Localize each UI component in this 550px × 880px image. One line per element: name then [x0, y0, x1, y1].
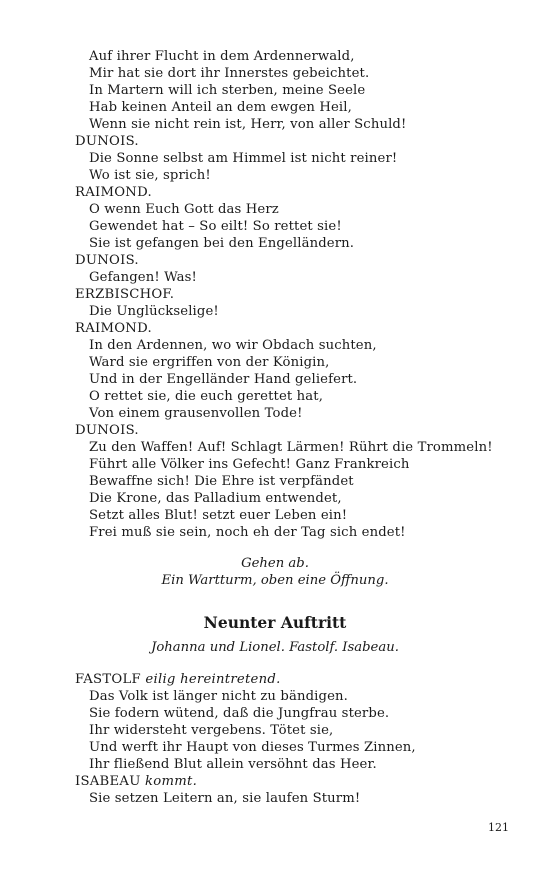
verse-line: Hab keinen Anteil an dem ewgen Heil,	[89, 100, 352, 115]
verse-line: Von einem grausenvollen Tode!	[89, 406, 303, 421]
stage-note: eilig hereintretend.	[145, 672, 281, 687]
speaker-label: ISABEAU	[75, 774, 141, 789]
verse-line: Auf ihrer Flucht in dem Ardennerwald,	[89, 49, 355, 64]
page-number: 121	[488, 821, 509, 834]
scene-title: Neunter Auftritt	[203, 613, 347, 632]
dialogue-block-top	[75, 48, 505, 541]
stage-direction-exit: Gehen ab.	[241, 556, 309, 571]
stage-direction-block	[0, 555, 550, 589]
verse-line: Gewendet hat – So eilt! So rettet sie!	[89, 219, 342, 234]
verse-line: Bewaffne sich! Die Ehre ist verpfändet	[89, 474, 354, 489]
verse-line: Setzt alles Blut! setzt euer Leben ein!	[89, 508, 348, 523]
verse-line: Ihr fließend Blut allein versöhnt das Heer.	[89, 757, 377, 772]
speaker-name: ERZBISCHOF.	[75, 287, 175, 302]
verse-line: Die Krone, das Palladium entwendet,	[89, 491, 342, 506]
verse-line: Wo ist sie, sprich!	[89, 168, 211, 183]
verse-line: Und werft ihr Haupt von dieses Turmes Zinnen,	[89, 740, 416, 755]
verse-line: Ihr widersteht vergebens. Tötet sie,	[89, 723, 334, 738]
verse-line: In Martern will ich sterben, meine Seele	[89, 83, 366, 98]
verse-line: Wenn sie nicht rein ist, Herr, von aller Schuld!	[89, 117, 407, 132]
speaker-name	[75, 671, 505, 688]
stage-note: kommt.	[145, 774, 198, 789]
verse-line: O wenn Euch Gott das Herz	[89, 202, 279, 217]
verse-line: Das Volk ist länger nicht zu bändigen.	[89, 689, 348, 704]
verse-line: O rettet sie, die euch gerettet hat,	[89, 389, 324, 404]
verse-line: Frei muß sie sein, noch eh der Tag sich endet!	[89, 525, 406, 540]
verse-line: Sie setzen Leitern an, sie laufen Sturm!	[89, 791, 361, 806]
verse-line: Führt alle Völker ins Gefecht! Ganz Frankreich	[89, 457, 410, 472]
verse-line: Und in der Engelländer Hand geliefert.	[89, 372, 358, 387]
speaker-name: RAIMOND.	[75, 185, 152, 200]
verse-line: Gefangen! Was!	[89, 270, 197, 285]
speaker-name: DUNOIS.	[75, 134, 139, 149]
verse-line: Mir hat sie dort ihr Innerstes gebeichtet.	[89, 66, 370, 81]
verse-line: Sie ist gefangen bei den Engelländern.	[89, 236, 355, 251]
verse-line: In den Ardennen, wo wir Obdach suchten,	[89, 338, 377, 353]
verse-line: Zu den Waffen! Auf! Schlagt Lärmen! Rührt die Trommeln!	[89, 440, 493, 455]
verse-line: Ward sie ergriffen von der Königin,	[89, 355, 330, 370]
speaker-name: DUNOIS.	[75, 253, 139, 268]
verse-line: Sie fodern wütend, daß die Jungfrau sterbe.	[89, 706, 390, 721]
dialogue-block-bottom	[75, 671, 505, 807]
scene-cast: Johanna und Lionel. Fastolf. Isabeau.	[151, 640, 399, 655]
stage-direction-setting: Ein Wartturm, oben eine Öffnung.	[161, 573, 389, 588]
speaker-name	[75, 773, 505, 790]
verse-line: Die Sonne selbst am Himmel ist nicht reiner!	[89, 151, 398, 166]
speaker-name: RAIMOND.	[75, 321, 152, 336]
speaker-name: DUNOIS.	[75, 423, 139, 438]
verse-line: Die Unglückselige!	[89, 304, 219, 319]
speaker-label: FASTOLF	[75, 672, 141, 687]
